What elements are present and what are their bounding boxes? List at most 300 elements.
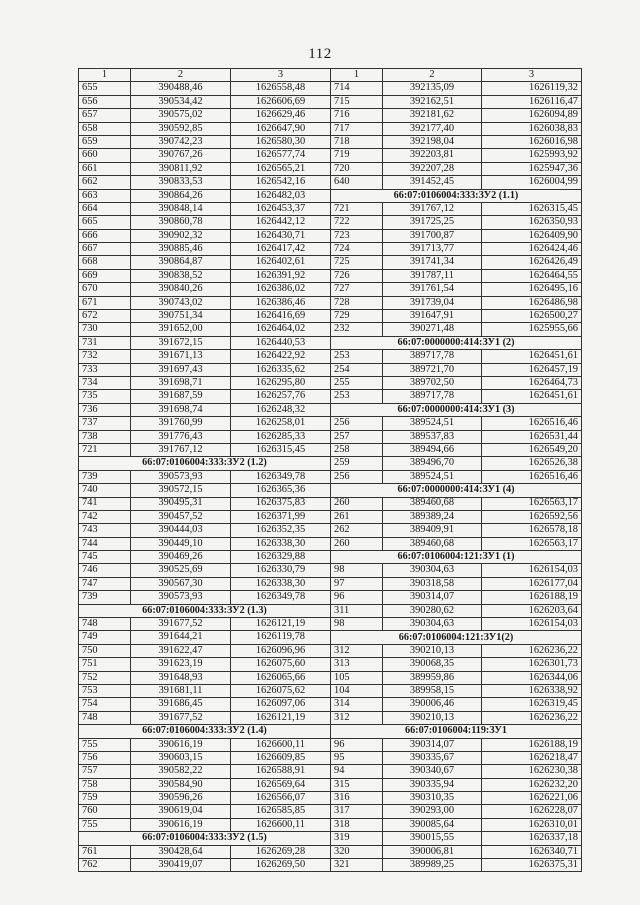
x-coordinate: 390573,93: [131, 470, 231, 483]
point-number: 760: [79, 805, 131, 818]
x-coordinate: 391787,11: [383, 269, 482, 282]
x-coordinate: 390751,34: [131, 310, 231, 323]
x-coordinate: 391713,77: [383, 243, 482, 256]
x-coordinate: 390006,81: [383, 845, 482, 858]
point-number: 261: [331, 510, 383, 523]
point-number: 734: [79, 376, 131, 389]
y-coordinate: 1626330,79: [231, 564, 331, 577]
point-number: 317: [331, 805, 383, 818]
table-row: [79, 604, 582, 617]
y-coordinate: 1626258,01: [231, 417, 331, 430]
y-coordinate: 1626580,30: [231, 135, 331, 148]
y-coordinate: 1626495,16: [482, 283, 582, 296]
section-header: 66:07:0106004:333:ЗУ2 (1.4): [79, 725, 331, 738]
y-coordinate: 1626257,76: [231, 390, 331, 403]
point-number: 257: [331, 430, 383, 443]
y-coordinate: 1626629,46: [231, 109, 331, 122]
table-row: [79, 805, 582, 818]
y-coordinate: 1626119,32: [482, 82, 582, 95]
x-coordinate: 389702,50: [383, 376, 482, 389]
y-coordinate: 1626315,45: [231, 443, 331, 456]
y-coordinate: 1626375,83: [231, 497, 331, 510]
y-coordinate: 1626004,99: [482, 176, 582, 189]
x-coordinate: 390767,26: [131, 149, 231, 162]
x-coordinate: 390488,46: [131, 82, 231, 95]
x-coordinate: 389389,24: [383, 510, 482, 523]
y-coordinate: 1626094,89: [482, 109, 582, 122]
x-coordinate: 390210,13: [383, 644, 482, 657]
point-number: 732: [79, 350, 131, 363]
point-number: 671: [79, 296, 131, 309]
x-coordinate: 391687,59: [131, 390, 231, 403]
y-coordinate: 1626424,46: [482, 243, 582, 256]
x-coordinate: 391725,25: [383, 216, 482, 229]
x-coordinate: 391644,21: [131, 631, 231, 644]
point-number: 724: [331, 243, 383, 256]
y-coordinate: 1626177,04: [482, 577, 582, 590]
y-coordinate: 1626315,45: [482, 202, 582, 215]
table-row: [79, 591, 582, 604]
point-number: 672: [79, 310, 131, 323]
point-number: 312: [331, 711, 383, 724]
y-coordinate: 1626349,78: [231, 591, 331, 604]
point-number: 755: [79, 738, 131, 751]
y-coordinate: 1626116,47: [482, 95, 582, 108]
table-row: [79, 738, 582, 751]
y-coordinate: 1626500,27: [482, 310, 582, 323]
x-coordinate: 390340,67: [383, 765, 482, 778]
section-header: 66:07:0000000:414:ЗУ1 (3): [331, 403, 582, 416]
point-number: 731: [79, 336, 131, 349]
table-row: [79, 711, 582, 724]
point-number: 746: [79, 564, 131, 577]
x-coordinate: 390271,48: [383, 323, 482, 336]
point-number: 656: [79, 95, 131, 108]
x-coordinate: 390742,23: [131, 135, 231, 148]
y-coordinate: 1626386,46: [231, 296, 331, 309]
x-coordinate: 392177,40: [383, 122, 482, 135]
column-header: 1: [331, 69, 383, 82]
table-row: [79, 778, 582, 791]
x-coordinate: 390575,02: [131, 109, 231, 122]
table-row: [79, 417, 582, 430]
y-coordinate: 1626486,98: [482, 296, 582, 309]
table-row: [79, 443, 582, 456]
x-coordinate: 390616,19: [131, 738, 231, 751]
x-coordinate: 390444,03: [131, 524, 231, 537]
table-row: [79, 269, 582, 282]
point-number: 725: [331, 256, 383, 269]
y-coordinate: 1626531,44: [482, 430, 582, 443]
y-coordinate: 1626285,33: [231, 430, 331, 443]
x-coordinate: 389460,68: [383, 537, 482, 550]
table-row: [79, 229, 582, 242]
point-number: 728: [331, 296, 383, 309]
point-number: 312: [331, 644, 383, 657]
y-coordinate: 1626516,46: [482, 417, 582, 430]
table-row: [79, 644, 582, 657]
point-number: 756: [79, 751, 131, 764]
x-coordinate: 390314,07: [383, 591, 482, 604]
x-coordinate: 390616,19: [131, 818, 231, 831]
x-coordinate: 390449,10: [131, 537, 231, 550]
point-number: 666: [79, 229, 131, 242]
y-coordinate: 1626269,28: [231, 845, 331, 858]
table-row: [79, 390, 582, 403]
x-coordinate: 390596,26: [131, 792, 231, 805]
y-coordinate: 1626221,06: [482, 792, 582, 805]
y-coordinate: 1626230,38: [482, 765, 582, 778]
point-number: 752: [79, 671, 131, 684]
point-number: 95: [331, 751, 383, 764]
table-row: [79, 564, 582, 577]
point-number: 98: [331, 618, 383, 631]
y-coordinate: 1626065,66: [231, 671, 331, 684]
x-coordinate: 390833,53: [131, 176, 231, 189]
x-coordinate: 392207,28: [383, 162, 482, 175]
section-header: 66:07:0106004:119:ЗУ1: [331, 725, 582, 738]
y-coordinate: 1626335,62: [231, 363, 331, 376]
x-coordinate: 390860,78: [131, 216, 231, 229]
x-coordinate: 391623,19: [131, 658, 231, 671]
x-coordinate: 390210,13: [383, 711, 482, 724]
table-row: [79, 497, 582, 510]
y-coordinate: 1626442,12: [231, 216, 331, 229]
point-number: 97: [331, 577, 383, 590]
table-row: [79, 832, 582, 845]
table-row: [79, 403, 582, 416]
table-row: [79, 283, 582, 296]
x-coordinate: 391677,52: [131, 618, 231, 631]
x-coordinate: 389409,91: [383, 524, 482, 537]
x-coordinate: 390335,67: [383, 751, 482, 764]
x-coordinate: 391686,45: [131, 698, 231, 711]
table-row: [79, 818, 582, 831]
column-header: 3: [231, 69, 331, 82]
y-coordinate: 1626609,85: [231, 751, 331, 764]
section-header: 66:07:0106004:121:ЗУ1(2): [331, 631, 582, 644]
column-header: 2: [383, 69, 482, 82]
y-coordinate: 1626464,55: [482, 269, 582, 282]
point-number: 727: [331, 283, 383, 296]
x-coordinate: 390293,00: [383, 805, 482, 818]
y-coordinate: 1626464,02: [231, 323, 331, 336]
x-coordinate: 391671,13: [131, 350, 231, 363]
point-number: 733: [79, 363, 131, 376]
y-coordinate: 1626569,64: [231, 778, 331, 791]
y-coordinate: 1626647,90: [231, 122, 331, 135]
point-number: 741: [79, 497, 131, 510]
point-number: 105: [331, 671, 383, 684]
point-number: 311: [331, 604, 383, 617]
point-number: 743: [79, 524, 131, 537]
table-body: [79, 82, 582, 872]
x-coordinate: 390280,62: [383, 604, 482, 617]
point-number: 739: [79, 470, 131, 483]
point-number: 718: [331, 135, 383, 148]
x-coordinate: 392135,09: [383, 82, 482, 95]
y-coordinate: 1626451,61: [482, 390, 582, 403]
point-number: 98: [331, 564, 383, 577]
y-coordinate: 1626409,90: [482, 229, 582, 242]
y-coordinate: 1626422,92: [231, 350, 331, 363]
x-coordinate: 391767,12: [131, 443, 231, 456]
point-number: 754: [79, 698, 131, 711]
x-coordinate: 391761,54: [383, 283, 482, 296]
x-coordinate: 391622,47: [131, 644, 231, 657]
point-number: 669: [79, 269, 131, 282]
table-row: [79, 256, 582, 269]
x-coordinate: 390848,14: [131, 202, 231, 215]
point-number: 723: [331, 229, 383, 242]
point-number: 256: [331, 417, 383, 430]
point-number: 757: [79, 765, 131, 778]
point-number: 260: [331, 537, 383, 550]
point-number: 316: [331, 792, 383, 805]
x-coordinate: 391739,04: [383, 296, 482, 309]
point-number: 759: [79, 792, 131, 805]
column-header: 1: [79, 69, 131, 82]
table-row: [79, 162, 582, 175]
x-coordinate: 390840,26: [131, 283, 231, 296]
table-row: [79, 618, 582, 631]
table-row: [79, 363, 582, 376]
y-coordinate: 1626588,91: [231, 765, 331, 778]
x-coordinate: 391741,34: [383, 256, 482, 269]
x-coordinate: 391681,11: [131, 684, 231, 697]
y-coordinate: 1626417,42: [231, 243, 331, 256]
table-row: [79, 751, 582, 764]
y-coordinate: 1626203,64: [482, 604, 582, 617]
x-coordinate: 390015,55: [383, 832, 482, 845]
y-coordinate: 1626016,98: [482, 135, 582, 148]
y-coordinate: 1626563,17: [482, 497, 582, 510]
x-coordinate: 390318,58: [383, 577, 482, 590]
x-coordinate: 391672,15: [131, 336, 231, 349]
column-header: 3: [482, 69, 582, 82]
point-number: 758: [79, 778, 131, 791]
point-number: 661: [79, 162, 131, 175]
y-coordinate: 1626375,31: [482, 859, 582, 872]
y-coordinate: 1626337,18: [482, 832, 582, 845]
table-row: [79, 149, 582, 162]
section-header: 66:07:0000000:414:ЗУ1 (2): [331, 336, 582, 349]
column-header: 2: [131, 69, 231, 82]
y-coordinate: 1626236,22: [482, 711, 582, 724]
point-number: 670: [79, 283, 131, 296]
x-coordinate: 390534,42: [131, 95, 231, 108]
x-coordinate: 391677,52: [131, 711, 231, 724]
y-coordinate: 1626121,19: [231, 711, 331, 724]
y-coordinate: 1626542,16: [231, 176, 331, 189]
point-number: 747: [79, 577, 131, 590]
x-coordinate: 389496,70: [383, 457, 482, 470]
y-coordinate: 1626154,03: [482, 564, 582, 577]
x-coordinate: 390582,22: [131, 765, 231, 778]
y-coordinate: 1626563,17: [482, 537, 582, 550]
point-number: 762: [79, 859, 131, 872]
point-number: 315: [331, 778, 383, 791]
x-coordinate: 390864,26: [131, 189, 231, 202]
point-number: 260: [331, 497, 383, 510]
y-coordinate: 1626188,19: [482, 591, 582, 604]
table-row: [79, 122, 582, 135]
table-row: [79, 537, 582, 550]
x-coordinate: 390457,52: [131, 510, 231, 523]
x-coordinate: 390469,26: [131, 551, 231, 564]
x-coordinate: 391647,91: [383, 310, 482, 323]
x-coordinate: 390495,31: [131, 497, 231, 510]
y-coordinate: 1626440,53: [231, 336, 331, 349]
point-number: 665: [79, 216, 131, 229]
y-coordinate: 1626154,03: [482, 618, 582, 631]
y-coordinate: 1626338,30: [231, 577, 331, 590]
point-number: 761: [79, 845, 131, 858]
y-coordinate: 1626075,62: [231, 684, 331, 697]
table-row: [79, 684, 582, 697]
point-number: 660: [79, 149, 131, 162]
table-row: [79, 202, 582, 215]
y-coordinate: 1626350,93: [482, 216, 582, 229]
y-coordinate: 1626577,74: [231, 149, 331, 162]
point-number: 730: [79, 323, 131, 336]
y-coordinate: 1626038,83: [482, 122, 582, 135]
table-row: [79, 109, 582, 122]
section-header: 66:07:0106004:121:ЗУ1 (1): [331, 551, 582, 564]
point-number: 751: [79, 658, 131, 671]
point-number: 657: [79, 109, 131, 122]
table-row: [79, 658, 582, 671]
table-row: [79, 510, 582, 523]
point-number: 662: [79, 176, 131, 189]
point-number: 720: [331, 162, 383, 175]
point-number: 96: [331, 591, 383, 604]
point-number: 664: [79, 202, 131, 215]
y-coordinate: 1626121,19: [231, 618, 331, 631]
x-coordinate: 390304,63: [383, 564, 482, 577]
x-coordinate: 389717,78: [383, 390, 482, 403]
x-coordinate: 390310,35: [383, 792, 482, 805]
point-number: 640: [331, 176, 383, 189]
point-number: 736: [79, 403, 131, 416]
table-row: [79, 243, 582, 256]
point-number: 735: [79, 390, 131, 403]
table-row: [79, 135, 582, 148]
y-coordinate: 1626526,38: [482, 457, 582, 470]
x-coordinate: 390603,15: [131, 751, 231, 764]
y-coordinate: 1626301,73: [482, 658, 582, 671]
y-coordinate: 1625993,92: [482, 149, 582, 162]
page-number: 112: [308, 46, 332, 62]
x-coordinate: 389989,25: [383, 859, 482, 872]
x-coordinate: 392203,81: [383, 149, 482, 162]
x-coordinate: 390743,02: [131, 296, 231, 309]
y-coordinate: 1626310,01: [482, 818, 582, 831]
x-coordinate: 390314,07: [383, 738, 482, 751]
point-number: 254: [331, 363, 383, 376]
y-coordinate: 1626453,37: [231, 202, 331, 215]
x-coordinate: 390619,04: [131, 805, 231, 818]
point-number: 321: [331, 859, 383, 872]
table-row: [79, 698, 582, 711]
x-coordinate: 390885,46: [131, 243, 231, 256]
point-number: 655: [79, 82, 131, 95]
x-coordinate: 391700,87: [383, 229, 482, 242]
x-coordinate: 391452,45: [383, 176, 482, 189]
x-coordinate: 390838,52: [131, 269, 231, 282]
table-row: [79, 484, 582, 497]
y-coordinate: 1626600,11: [231, 818, 331, 831]
x-coordinate: 390428,64: [131, 845, 231, 858]
y-coordinate: 1626075,60: [231, 658, 331, 671]
y-coordinate: 1626585,85: [231, 805, 331, 818]
y-coordinate: 1626371,99: [231, 510, 331, 523]
y-coordinate: 1626365,36: [231, 484, 331, 497]
point-number: 256: [331, 470, 383, 483]
point-number: 658: [79, 122, 131, 135]
x-coordinate: 392181,62: [383, 109, 482, 122]
table-row: [79, 350, 582, 363]
table-row: [79, 176, 582, 189]
x-coordinate: 391760,99: [131, 417, 231, 430]
y-coordinate: 1626228,07: [482, 805, 582, 818]
table-row: [79, 765, 582, 778]
y-coordinate: 1626218,47: [482, 751, 582, 764]
point-number: 738: [79, 430, 131, 443]
table-row: [79, 189, 582, 202]
table-row: [79, 82, 582, 95]
table-row: [79, 470, 582, 483]
table-row: [79, 859, 582, 872]
x-coordinate: 389958,15: [383, 684, 482, 697]
y-coordinate: 1626565,21: [231, 162, 331, 175]
y-coordinate: 1626232,20: [482, 778, 582, 791]
y-coordinate: 1626248,32: [231, 403, 331, 416]
point-number: 714: [331, 82, 383, 95]
section-header: 66:07:0106004:333:ЗУ2 (1.1): [331, 189, 582, 202]
point-number: 313: [331, 658, 383, 671]
x-coordinate: 391698,71: [131, 376, 231, 389]
point-number: 742: [79, 510, 131, 523]
y-coordinate: 1626549,20: [482, 443, 582, 456]
point-number: 253: [331, 350, 383, 363]
section-header: 66:07:0000000:414:ЗУ1 (4): [331, 484, 582, 497]
point-number: 259: [331, 457, 383, 470]
point-number: 253: [331, 390, 383, 403]
point-number: 318: [331, 818, 383, 831]
point-number: 262: [331, 524, 383, 537]
point-number: 716: [331, 109, 383, 122]
table-row: [79, 671, 582, 684]
y-coordinate: 1626349,78: [231, 470, 331, 483]
table-row: [79, 430, 582, 443]
x-coordinate: 390419,07: [131, 859, 231, 872]
y-coordinate: 1626426,49: [482, 256, 582, 269]
point-number: 750: [79, 644, 131, 657]
y-coordinate: 1626352,35: [231, 524, 331, 537]
point-number: 748: [79, 711, 131, 724]
point-number: 740: [79, 484, 131, 497]
y-coordinate: 1626386,02: [231, 283, 331, 296]
point-number: 96: [331, 738, 383, 751]
table-row: [79, 95, 582, 108]
coordinates-table: [78, 68, 582, 872]
x-coordinate: 390864,87: [131, 256, 231, 269]
table-row: [79, 336, 582, 349]
x-coordinate: 391767,12: [383, 202, 482, 215]
point-number: 659: [79, 135, 131, 148]
x-coordinate: 391648,93: [131, 671, 231, 684]
